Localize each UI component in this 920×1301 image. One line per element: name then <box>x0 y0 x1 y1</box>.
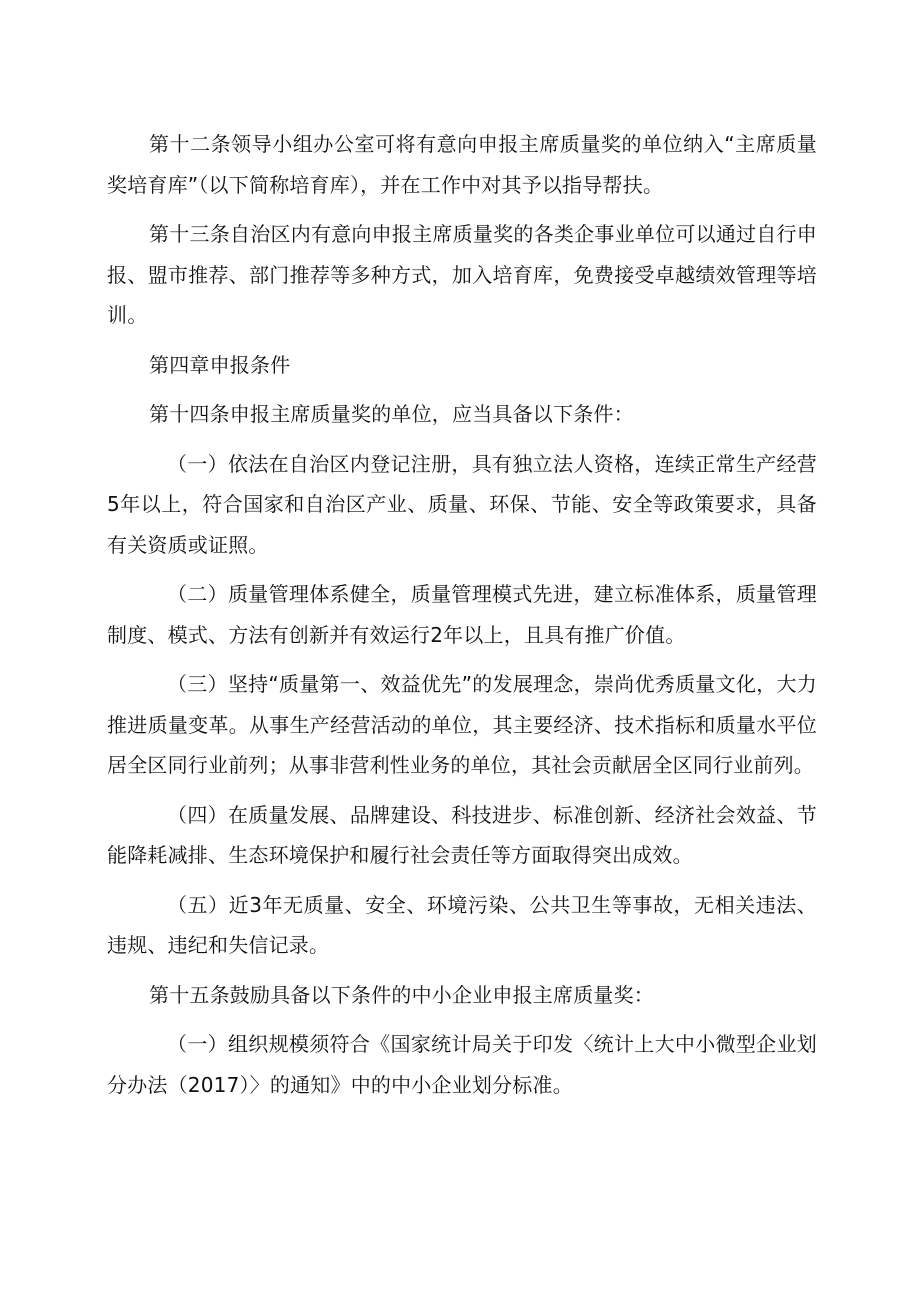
article-14-item-2: （二）质量管理体系健全，质量管理模式先进，建立标准体系，质量管理制度、模式、方法有创新并有效运行2年以上，且具有推广价值。 <box>107 582 817 647</box>
article-15-item-1: （一）组织规模须符合《国家统计局关于印发〈统计上大中小微型企业划分办法（2017）〉的通知》中的中小企业划分标准。 <box>107 1032 817 1097</box>
document-body <box>107 124 817 1114</box>
article-14-item-5: （五）近3年无质量、安全、环境污染、公共卫生等事故，无相关违法、违规、违纪和失信记录。 <box>107 892 817 957</box>
article-14-paragraph: 第十四条申报主席质量奖的单位，应当具备以下条件： <box>149 402 634 426</box>
chapter-4-heading: 第四章申报条件 <box>149 352 291 377</box>
article-15-paragraph: 第十五条鼓励具备以下条件的中小企业申报主席质量奖： <box>149 982 654 1007</box>
article-14-item-3: （三）坚持“质量第一、效益优先”的发展理念，崇尚优秀质量文化，大力推进质量变革。从事生产经营活动的单位，其主要经济、技术指标和质量水平位居全区同行业前列；从事非营利性业务的单位，其社会贡献居全区同行业前列。 <box>107 672 817 777</box>
article-12-paragraph: 第十二条领导小组办公室可将有意向申报主席质量奖的单位纳入“主席质量奖培育库”（以下简称培育库），并在工作中对其予以指导帮扶。 <box>107 132 817 197</box>
article-14-item-1: （一）依法在自治区内登记注册，具有独立法人资格，连续正常生产经营5年以上，符合国家和自治区产业、质量、环保、节能、安全等政策要求，具备有关资质或证照。 <box>107 451 817 557</box>
article-14-item-4: （四）在质量发展、品牌建设、科技进步、标准创新、经济社会效益、节能降耗减排、生态环境保护和履行社会责任等方面取得突出成效。 <box>107 802 817 867</box>
article-13-paragraph: 第十三条自治区内有意向申报主席质量奖的各类企事业单位可以通过自行申报、盟市推荐、部门推荐等多种方式，加入培育库，免费接受卓越绩效管理等培训。 <box>107 222 817 327</box>
